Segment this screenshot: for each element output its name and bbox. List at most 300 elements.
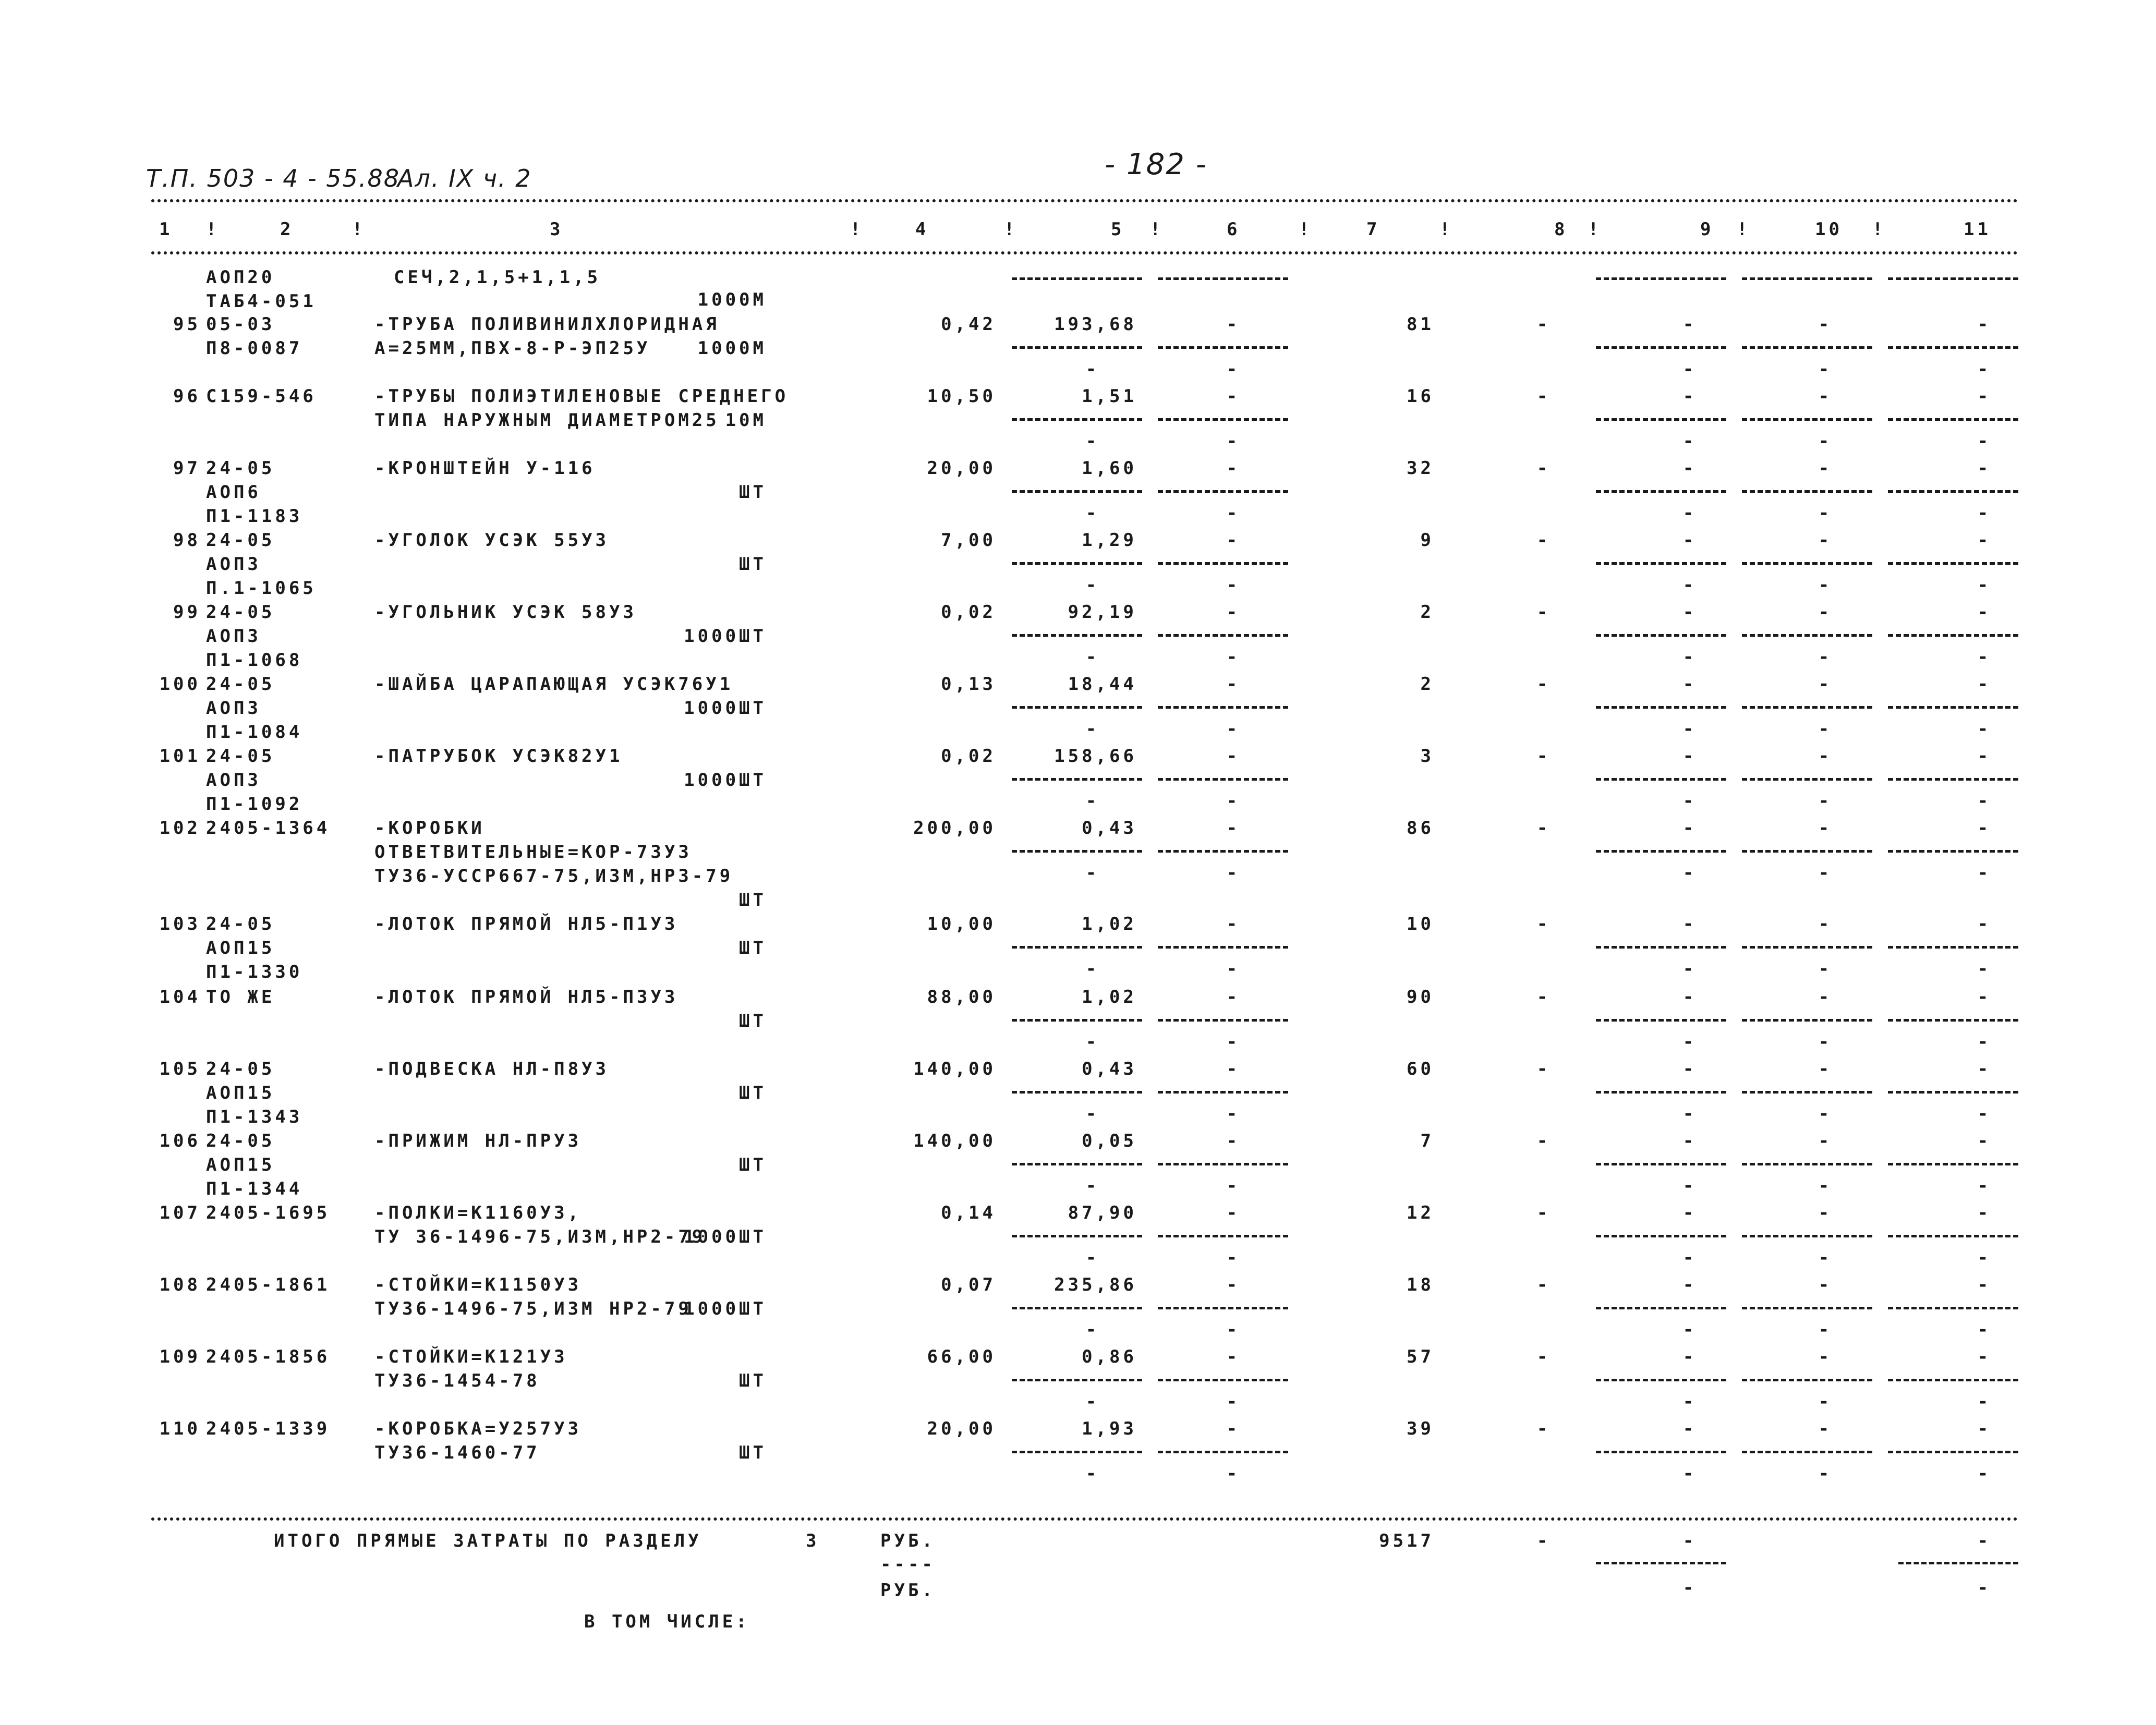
column-9-value: - <box>1682 1059 1697 1079</box>
column-separator: ! <box>1588 219 1602 240</box>
summary-separator: ---- <box>880 1554 936 1575</box>
cost-total: 32 <box>1407 458 1434 479</box>
sub-rule <box>1158 1307 1288 1309</box>
unit-price: 1,93 <box>1082 1418 1137 1439</box>
sub-rule <box>1742 277 1872 280</box>
resource-name: ТИПА НАРУЖНЫМ ДИАМЕТРОМ25 <box>374 410 720 431</box>
sub-rule <box>1888 1307 2018 1309</box>
resource-code: 24-05 <box>206 914 275 934</box>
dash-mark: - <box>1977 862 1992 883</box>
column-9-value: - <box>1682 314 1697 335</box>
column-11-value: - <box>1977 1274 1992 1295</box>
row-number: 109 <box>159 1346 201 1367</box>
dash-mark: - <box>1977 1319 1992 1340</box>
column-number: 2 <box>280 219 294 240</box>
dash-mark: - <box>1818 431 1833 452</box>
column-9-value: - <box>1682 674 1697 695</box>
resource-code: 24-05 <box>206 746 275 767</box>
column-11-value: - <box>1977 1418 1992 1439</box>
column-separator: ! <box>1299 219 1313 240</box>
header-top-rule <box>151 199 2018 202</box>
dash-mark: - <box>1818 1391 1833 1412</box>
column-separator: ! <box>352 219 366 240</box>
sub-rule <box>1012 946 1142 949</box>
summary-section: 3 <box>806 1530 820 1551</box>
resource-name: -ШАЙБА ЦАРАПАЮЩАЯ УСЭК76У1 <box>374 674 734 695</box>
row-number: 110 <box>159 1418 201 1439</box>
unit: ШТ <box>739 1370 767 1391</box>
column-6-value: - <box>1226 458 1241 479</box>
column-separator: ! <box>1737 219 1751 240</box>
resource-code: 24-05 <box>206 674 275 695</box>
resource-name: ТУ36-1496-75,ИЗМ НР2-79 <box>374 1298 692 1319</box>
sub-rule <box>1158 1451 1288 1453</box>
cost-total: 12 <box>1407 1202 1434 1223</box>
sub-rule <box>1742 1235 1872 1237</box>
column-8-value: - <box>1536 987 1551 1007</box>
unit: ШТ <box>739 1442 767 1463</box>
sub-rule <box>1742 1379 1872 1381</box>
sub-rule <box>1012 562 1142 565</box>
dash-mark: - <box>1682 1175 1697 1196</box>
column-6-value: - <box>1226 987 1241 1007</box>
unit-price: 0,05 <box>1082 1131 1137 1151</box>
sub-rule <box>1158 418 1288 421</box>
column-11-value: - <box>1977 1346 1992 1367</box>
dash-mark: - <box>1682 503 1697 524</box>
dash-mark: - <box>1085 791 1100 811</box>
resource-name: -ПАТРУБОК УСЭК82У1 <box>374 746 623 767</box>
sub-rule <box>1742 1451 1872 1453</box>
sub-rule <box>1596 346 1726 349</box>
cost-total: 57 <box>1407 1346 1434 1367</box>
summary-column-11: - <box>1977 1530 1992 1551</box>
resource-code: АОП3 <box>206 626 261 647</box>
sub-rule <box>1012 346 1142 349</box>
column-separator: ! <box>850 219 864 240</box>
column-8-value: - <box>1536 314 1551 335</box>
dash-mark: - <box>1226 719 1241 739</box>
dash-mark: - <box>1226 503 1241 524</box>
cost-total: 2 <box>1420 602 1434 623</box>
row-number: 99 <box>173 602 201 623</box>
column-10-value: - <box>1818 1418 1833 1439</box>
quantity: 10,00 <box>927 914 996 934</box>
cost-total: 2 <box>1420 674 1434 695</box>
resource-code: 2405-1861 <box>206 1274 331 1295</box>
sub-rule <box>1596 1451 1726 1453</box>
unit-price: 1,02 <box>1082 914 1137 934</box>
dash-mark: - <box>1977 503 1992 524</box>
column-8-value: - <box>1536 818 1551 839</box>
unit-price: 0,86 <box>1082 1346 1137 1367</box>
summary-column-11: - <box>1977 1577 1992 1598</box>
sub-rule <box>1158 562 1288 565</box>
resource-code: П1-1068 <box>206 650 303 671</box>
dash-mark: - <box>1682 647 1697 667</box>
resource-code: АОП3 <box>206 698 261 719</box>
column-9-value: - <box>1682 987 1697 1007</box>
sub-rule <box>1888 1019 2018 1022</box>
unit-price: 158,66 <box>1054 746 1137 767</box>
dash-mark: - <box>1977 359 1992 380</box>
sub-rule <box>1158 1379 1288 1381</box>
quantity: 0,42 <box>941 314 996 335</box>
unit: 1000ШТ <box>684 1226 767 1247</box>
resource-code: 24-05 <box>206 602 275 623</box>
row-number: 108 <box>159 1274 201 1295</box>
sub-rule <box>1012 1451 1142 1453</box>
row-number: 103 <box>159 914 201 934</box>
dash-mark: - <box>1682 862 1697 883</box>
dash-mark: - <box>1085 1175 1100 1196</box>
quantity: 0,07 <box>941 1274 996 1295</box>
resource-code: 2405-1856 <box>206 1346 331 1367</box>
dash-mark: - <box>1682 1103 1697 1124</box>
summary-column-9: - <box>1682 1530 1697 1551</box>
dash-mark: - <box>1682 1391 1697 1412</box>
resource-name: -ПРИЖИМ НЛ-ПРУЗ <box>374 1131 582 1151</box>
sub-rule <box>1596 850 1726 853</box>
row-number: 107 <box>159 1202 201 1223</box>
dash-mark: - <box>1818 1103 1833 1124</box>
dash-mark: - <box>1818 1247 1833 1268</box>
album-reference: Ал. IX ч. 2 <box>397 164 532 192</box>
column-11-value: - <box>1977 1059 1992 1079</box>
column-11-value: - <box>1977 530 1992 551</box>
row-number: 105 <box>159 1059 201 1079</box>
sub-rule <box>1012 418 1142 421</box>
column-6-value: - <box>1226 314 1241 335</box>
sub-rule <box>1888 346 2018 349</box>
summary-label: ИТОГО ПРЯМЫЕ ЗАТРАТЫ ПО РАЗДЕЛУ <box>274 1530 702 1551</box>
fragment-unit: 1000М <box>697 289 767 310</box>
row-number: 98 <box>173 530 201 551</box>
sub-rule <box>1158 946 1288 949</box>
unit: ШТ <box>739 554 767 575</box>
column-6-value: - <box>1226 1131 1241 1151</box>
column-separator: ! <box>1004 219 1018 240</box>
sub-rule <box>1596 1379 1726 1381</box>
column-10-value: - <box>1818 674 1833 695</box>
resource-code: 24-05 <box>206 1131 275 1151</box>
sub-rule <box>1742 1307 1872 1309</box>
column-6-value: - <box>1226 530 1241 551</box>
column-11-value: - <box>1977 746 1992 767</box>
dash-mark: - <box>1226 647 1241 667</box>
unit: 1000ШТ <box>684 626 767 647</box>
dash-mark: - <box>1085 1319 1100 1340</box>
sub-rule <box>1012 490 1142 493</box>
column-11-value: - <box>1977 818 1992 839</box>
cost-total: 18 <box>1407 1274 1434 1295</box>
cost-total: 3 <box>1420 746 1434 767</box>
summary-currency: РУБ. <box>880 1530 936 1551</box>
sub-rule <box>1596 1235 1726 1237</box>
column-11-value: - <box>1977 314 1992 335</box>
sub-rule <box>1742 490 1872 493</box>
sub-rule <box>1596 634 1726 637</box>
dash-mark: - <box>1085 1103 1100 1124</box>
column-8-value: - <box>1536 1131 1551 1151</box>
quantity: 0,13 <box>941 674 996 695</box>
column-8-value: - <box>1536 1346 1551 1367</box>
unit: ШТ <box>739 1083 767 1103</box>
sub-rule <box>1742 778 1872 781</box>
unit: 1000ШТ <box>684 698 767 719</box>
resource-code: П.1-1065 <box>206 578 317 599</box>
dash-mark: - <box>1085 647 1100 667</box>
dash-mark: - <box>1085 431 1100 452</box>
row-number: 95 <box>173 314 201 335</box>
column-separator: ! <box>206 219 220 240</box>
sub-rule <box>1742 1163 1872 1165</box>
quantity: 20,00 <box>927 458 996 479</box>
column-separator: ! <box>1872 219 1886 240</box>
dash-mark: - <box>1682 791 1697 811</box>
column-number: 7 <box>1366 219 1380 240</box>
dash-mark: - <box>1818 719 1833 739</box>
unit: ШТ <box>739 938 767 958</box>
resource-code: П1-1344 <box>206 1179 303 1199</box>
dash-mark: - <box>1085 862 1100 883</box>
resource-code: АОП6 <box>206 482 261 503</box>
column-10-value: - <box>1818 1059 1833 1079</box>
dash-mark: - <box>1682 575 1697 596</box>
dash-mark: - <box>1977 1391 1992 1412</box>
dash-mark: - <box>1977 791 1992 811</box>
unit-price: 1,51 <box>1082 386 1137 407</box>
resource-code: П1-1330 <box>206 962 303 982</box>
unit: ШТ <box>739 482 767 503</box>
sub-rule <box>1012 1019 1142 1022</box>
footer-text: В ТОМ ЧИСЛЕ: <box>584 1611 750 1632</box>
sub-rule <box>1012 277 1142 280</box>
dash-mark: - <box>1226 791 1241 811</box>
column-number: 1 <box>159 219 173 240</box>
unit: ШТ <box>739 890 767 910</box>
sub-rule <box>1596 562 1726 565</box>
dash-mark: - <box>1977 575 1992 596</box>
quantity: 0,02 <box>941 602 996 623</box>
sub-rule <box>1888 1235 2018 1237</box>
row-number: 101 <box>159 746 201 767</box>
column-10-value: - <box>1818 746 1833 767</box>
dash-mark: - <box>1977 1103 1992 1124</box>
column-10-value: - <box>1818 914 1833 934</box>
resource-name: -ПОЛКИ=К1160УЗ, <box>374 1202 582 1223</box>
cost-total: 86 <box>1407 818 1434 839</box>
sub-rule <box>1158 1019 1288 1022</box>
sub-rule <box>1742 946 1872 949</box>
dash-mark: - <box>1226 958 1241 979</box>
dash-mark: - <box>1085 958 1100 979</box>
dash-mark: - <box>1977 1175 1992 1196</box>
column-9-value: - <box>1682 1202 1697 1223</box>
dash-mark: - <box>1977 1463 1992 1484</box>
dash-mark: - <box>1085 1463 1100 1484</box>
sub-rule <box>1596 778 1726 781</box>
dash-mark: - <box>1226 1319 1241 1340</box>
cost-total: 10 <box>1407 914 1434 934</box>
sub-rule <box>1158 778 1288 781</box>
resource-name: -КОРОБКА=У257УЗ <box>374 1418 582 1439</box>
resource-code: АОП15 <box>206 938 275 958</box>
unit: 1000ШТ <box>684 1298 767 1319</box>
column-8-value: - <box>1536 1274 1551 1295</box>
column-8-value: - <box>1536 914 1551 934</box>
sub-rule <box>1012 1379 1142 1381</box>
column-10-value: - <box>1818 1131 1833 1151</box>
dash-mark: - <box>1085 575 1100 596</box>
column-6-value: - <box>1226 674 1241 695</box>
dash-mark: - <box>1818 1319 1833 1340</box>
resource-name: -ТРУБА ПОЛИВИНИЛХЛОРИДНАЯ <box>374 314 720 335</box>
column-8-value: - <box>1536 746 1551 767</box>
cost-total: 90 <box>1407 987 1434 1007</box>
sub-rule <box>1596 490 1726 493</box>
dash-mark: - <box>1977 647 1992 667</box>
column-8-value: - <box>1536 602 1551 623</box>
column-9-value: - <box>1682 1346 1697 1367</box>
sub-rule <box>1596 1307 1726 1309</box>
resource-name: -ПОДВЕСКА НЛ-П8УЗ <box>374 1059 609 1079</box>
dash-mark: - <box>1818 1463 1833 1484</box>
cost-total: 16 <box>1407 386 1434 407</box>
dash-mark: - <box>1226 1103 1241 1124</box>
column-9-value: - <box>1682 458 1697 479</box>
dash-mark: - <box>1226 1391 1241 1412</box>
dash-mark: - <box>1977 431 1992 452</box>
column-number: 4 <box>915 219 929 240</box>
sub-rule <box>1158 634 1288 637</box>
dash-mark: - <box>1818 791 1833 811</box>
cost-total: 60 <box>1407 1059 1434 1079</box>
row-number: 104 <box>159 987 201 1007</box>
column-number: 6 <box>1227 219 1241 240</box>
resource-code: АОП15 <box>206 1155 275 1175</box>
resource-code: П1-1092 <box>206 794 303 815</box>
column-11-value: - <box>1977 1131 1992 1151</box>
column-6-value: - <box>1226 602 1241 623</box>
fragment-name: СЕЧ,2,1,5+1,1,5 <box>394 267 601 288</box>
sub-rule <box>1742 1019 1872 1022</box>
column-separator: ! <box>1150 219 1164 240</box>
column-number: 8 <box>1554 219 1568 240</box>
column-10-value: - <box>1818 458 1833 479</box>
resource-name: ТУ 36-1496-75,ИЗМ,НР2-79 <box>374 1226 706 1247</box>
sub-rule <box>1012 778 1142 781</box>
sub-rule <box>1596 1019 1726 1022</box>
sub-rule <box>1596 1562 1726 1564</box>
row-number: 100 <box>159 674 201 695</box>
summary-column-8: - <box>1536 1530 1551 1551</box>
dash-mark: - <box>1226 431 1241 452</box>
dash-mark: - <box>1085 1031 1100 1052</box>
fragment-code: АОП20 <box>206 267 275 288</box>
sub-rule <box>1888 1379 2018 1381</box>
resource-name: -ТРУБЫ ПОЛИЭТИЛЕНОВЫЕ СРЕДНЕГО <box>374 386 789 407</box>
column-11-value: - <box>1977 987 1992 1007</box>
resource-code: П8-0087 <box>206 338 303 359</box>
column-9-value: - <box>1682 746 1697 767</box>
resource-code: 24-05 <box>206 530 275 551</box>
dash-mark: - <box>1977 1247 1992 1268</box>
column-10-value: - <box>1818 314 1833 335</box>
dash-mark: - <box>1682 1319 1697 1340</box>
sub-rule <box>1158 706 1288 709</box>
column-6-value: - <box>1226 386 1241 407</box>
dash-mark: - <box>1682 1463 1697 1484</box>
column-number: 11 <box>1964 219 1991 240</box>
resource-code: С159-546 <box>206 386 317 407</box>
column-number: 9 <box>1700 219 1714 240</box>
dash-mark: - <box>1226 1247 1241 1268</box>
dash-mark: - <box>1818 1175 1833 1196</box>
dash-mark: - <box>1085 503 1100 524</box>
sub-rule <box>1158 1091 1288 1094</box>
quantity: 7,00 <box>941 530 996 551</box>
cost-total: 81 <box>1407 314 1434 335</box>
column-9-value: - <box>1682 1274 1697 1295</box>
unit-price: 18,44 <box>1068 674 1137 695</box>
column-8-value: - <box>1536 458 1551 479</box>
dash-mark: - <box>1818 862 1833 883</box>
resource-code: П1-1183 <box>206 506 303 527</box>
sub-rule <box>1158 850 1288 853</box>
column-11-value: - <box>1977 914 1992 934</box>
dash-mark: - <box>1977 958 1992 979</box>
sub-rule <box>1012 1091 1142 1094</box>
column-6-value: - <box>1226 1202 1241 1223</box>
quantity: 0,02 <box>941 746 996 767</box>
column-9-value: - <box>1682 602 1697 623</box>
sub-rule <box>1888 1163 2018 1165</box>
dash-mark: - <box>1085 1391 1100 1412</box>
dash-mark: - <box>1682 1031 1697 1052</box>
resource-code: 24-05 <box>206 458 275 479</box>
resource-code: П1-1084 <box>206 722 303 743</box>
sub-rule <box>1888 490 2018 493</box>
resource-code: ТО ЖЕ <box>206 987 275 1007</box>
column-8-value: - <box>1536 530 1551 551</box>
dash-mark: - <box>1818 503 1833 524</box>
unit: 1000ШТ <box>684 770 767 791</box>
cost-total: 39 <box>1407 1418 1434 1439</box>
sub-rule <box>1742 1091 1872 1094</box>
dash-mark: - <box>1226 1175 1241 1196</box>
dash-mark: - <box>1226 1031 1241 1052</box>
dash-mark: - <box>1682 719 1697 739</box>
column-number: 10 <box>1815 219 1843 240</box>
summary-total: 9517 <box>1379 1530 1434 1551</box>
sub-rule <box>1012 1163 1142 1165</box>
column-11-value: - <box>1977 674 1992 695</box>
unit-price: 87,90 <box>1068 1202 1137 1223</box>
page-number: - 182 - <box>1105 148 1207 181</box>
column-9-value: - <box>1682 1418 1697 1439</box>
column-8-value: - <box>1536 1418 1551 1439</box>
column-separator: ! <box>1439 219 1454 240</box>
resource-code: АОП15 <box>206 1083 275 1103</box>
dash-mark: - <box>1818 647 1833 667</box>
sub-rule <box>1158 1235 1288 1237</box>
sub-rule <box>1596 277 1726 280</box>
unit-price: 0,43 <box>1082 818 1137 839</box>
dash-mark: - <box>1226 575 1241 596</box>
dash-mark: - <box>1226 359 1241 380</box>
resource-name: -ЛОТОК ПРЯМОЙ НЛ5-П3УЗ <box>374 987 679 1007</box>
